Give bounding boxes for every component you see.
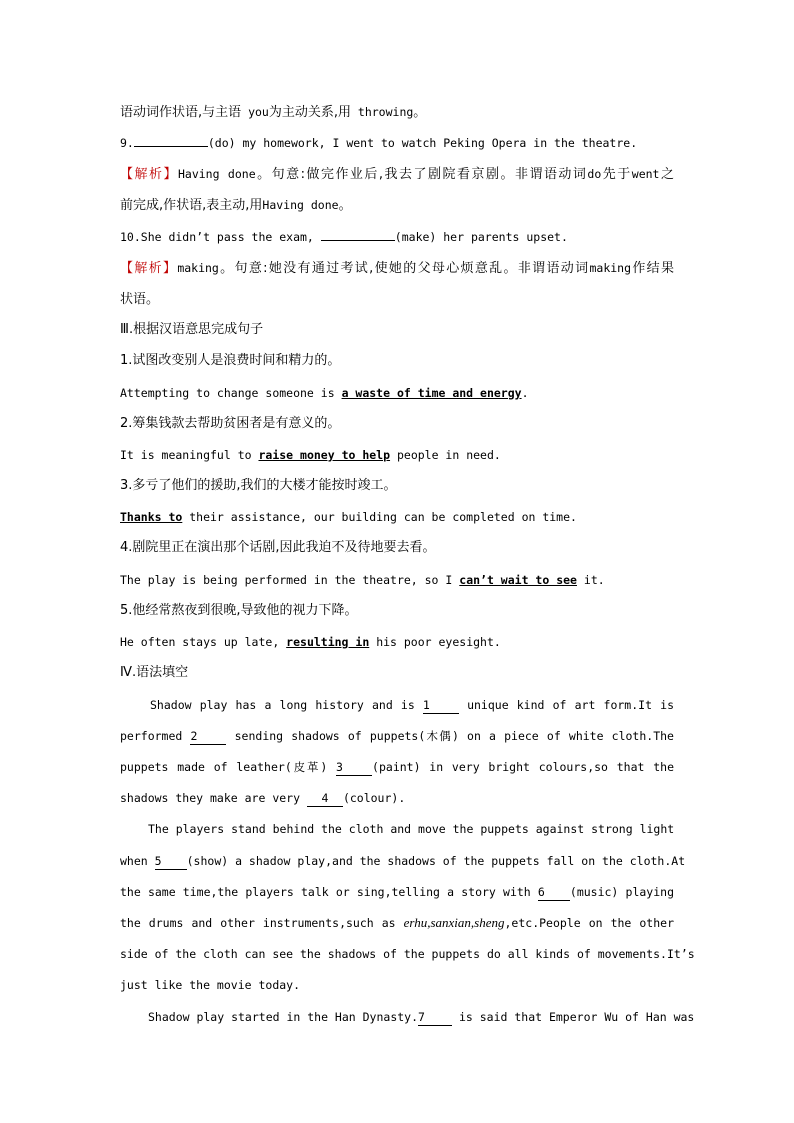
- sentence-3-english: Thanks to their assistance, our building can be completed on time.: [120, 510, 577, 524]
- sentence-3-chinese: 3.多亏了他们的援助,我们的大楼才能按时竣工。: [120, 478, 397, 493]
- sentence-1-chinese: 1.试图改变别人是浪费时间和精力的。: [120, 353, 341, 368]
- passage-p2-line1: The players stand behind the cloth and move the puppets against strong light: [148, 822, 675, 836]
- passage-p2-line5: side of the cloth can see the shadows of the puppets do all kinds of movements.It’s: [120, 947, 695, 961]
- answer-blank-9: [134, 132, 208, 147]
- blank-3: 3: [336, 759, 372, 776]
- sentence-4-chinese: 4.剧院里正在演出那个话剧,因此我迫不及待地要去看。: [120, 540, 436, 555]
- answer-5: resulting in: [286, 635, 370, 649]
- explanation-10-line2: 状语。: [120, 292, 160, 307]
- sentence-2-chinese: 2.筹集钱款去帮助贫困者是有意义的。: [120, 416, 341, 431]
- answer-2: raise money to help: [258, 448, 391, 462]
- answer-blank-10: [321, 226, 395, 241]
- sentence-5-chinese: 5.他经常熬夜到很晚,导致他的视力下降。: [120, 603, 358, 618]
- passage-p1-line4: shadows they make are very 4 (colour).: [120, 791, 406, 805]
- analysis-tag: 【解析】: [120, 167, 178, 182]
- blank-5: 5: [155, 853, 187, 870]
- explanation-9-line1: 【解析】Having done。句意:做完作业后,我去了剧院看京剧。非谓语动词do先于went之: [120, 167, 674, 182]
- passage-p2-line6: just like the movie today.: [120, 978, 301, 992]
- blank-2: 2: [190, 728, 226, 745]
- section-4-title: Ⅳ.语法填空: [120, 665, 189, 680]
- sentence-2-english: It is meaningful to raise money to help people in need.: [120, 448, 501, 462]
- passage-p1-line2: performed 2 sending shadows of puppets(木偶) on a piece of white cloth.The: [120, 729, 674, 743]
- analysis-tag: 【解析】: [120, 261, 178, 276]
- passage-p2-line4: the drums and other instruments,such as erhu,sanxian,sheng,etc.People on the other: [120, 915, 674, 930]
- answer-4: can’t wait to see: [459, 573, 577, 587]
- question-10: 10.She didn’t pass the exam, (make) her parents upset.: [120, 226, 674, 248]
- passage-p2-line3: the same time,the players talk or sing,telling a story with 6 (music) playing: [120, 885, 674, 899]
- blank-7: 7: [418, 1009, 452, 1026]
- blank-1: 1: [423, 697, 459, 714]
- passage-p2-line2: when 5 (show) a shadow play,and the shadows of the puppets fall on the cloth.At: [120, 854, 686, 868]
- explanation-10-line1: 【解析】making。句意:她没有通过考试,使她的父母心烦意乱。非谓语动词making作结果: [120, 261, 674, 276]
- blank-6: 6: [538, 884, 570, 901]
- blank-4: 4: [307, 790, 343, 807]
- passage-p1-line3: puppets made of leather(皮革) 3 (paint) in very bright colours,so that the: [120, 760, 675, 774]
- sentence-5-english: He often stays up late, resulting in his poor eyesight.: [120, 635, 501, 649]
- passage-p1-line1: Shadow play has a long history and is 1 unique kind of art form.It is: [150, 698, 674, 712]
- passage-p3-line1: Shadow play started in the Han Dynasty.7 is said that Emperor Wu of Han was: [148, 1010, 695, 1024]
- sentence-4-english: The play is being performed in the theatre, so I can’t wait to see it.: [120, 573, 605, 587]
- section-3-title: Ⅲ.根据汉语意思完成句子: [120, 322, 264, 337]
- line-explanation-8-tail: 语动词作状语,与主语 you为主动关系,用 throwing。: [120, 105, 427, 120]
- explanation-9-line2: 前完成,作状语,表主动,用Having done。: [120, 198, 352, 213]
- answer-3: Thanks to: [120, 510, 183, 524]
- sentence-1-english: Attempting to change someone is a waste of time and energy.: [120, 386, 529, 400]
- answer-1: a waste of time and energy: [341, 386, 522, 400]
- question-9: 9. (do) my homework, I went to watch Peking Opera in the theatre.: [120, 132, 674, 154]
